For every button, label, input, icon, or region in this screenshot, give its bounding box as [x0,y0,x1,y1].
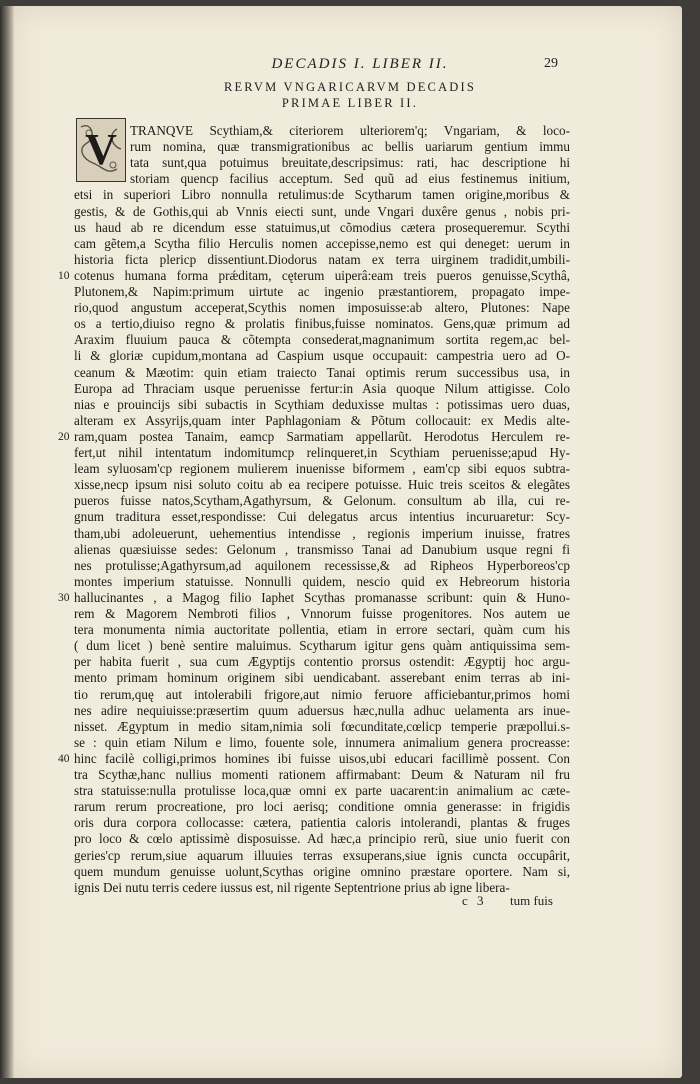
page-gutter-edge [0,6,14,1078]
text-line: gnum traditura esset,respondisse: Cui delegatus arcus intentius incuruaretur: Scy- [74,509,570,525]
text-line: mento primam hominum originem sibi uendicabant. asserebant enim terras ab ini- [74,670,570,686]
text-line: montes imperium statuisse. Nonnulli quidem, nescio quid ex Hebreorum historia [74,573,570,589]
text-line: quem mundum genuisse uolunt,Scythas origine omnino præstare oportere. Nam si, [74,863,570,879]
text-line: os a tertio,diuiso regno & prolatis finibus,fuisse nominatos. Gens,quæ primum ad [74,316,570,332]
text-line: rem & Magorem Nembroti filios , Vnnorum fuisse progenitores. Nos autem ue [74,606,570,621]
page-number: 29 [544,56,558,71]
text-line: tera monumenta nimia auctoritate pollentia, etiam in errore sectari, quàm cum his [74,622,570,638]
decorated-initial [76,118,126,182]
text-line: cotenus humana forma prǽditam, cęterum uiperâ:eam treis pueros genuisse,Scythâ, [74,267,570,283]
text-line: hinc facilè colligi,primos homines ibi fuisse uisos,ubi educari facillimè possent. Con [74,750,570,766]
text-line: geries'cp rerum,siue aquarum illuuies terras exsuperans,siue ignis cuncta occupârit, [74,847,570,863]
text-line: pueros fuisse natos,Scytham,Agathyrsum, & Gelonum. consultum ab illa, cui re- [74,493,570,509]
text-line: Europa ad Thraciam usque peruenisse fertur:in Asia quoque Nilum attigisse. Colo [74,380,570,396]
text-line: hallucinantes , a Magog filio Iaphet Scythas promanasse scribunt: quin & Huno- [74,589,570,605]
line-number: 40 [58,753,70,765]
text-line: leam syluosam'cp regionem mulierem inuenisse biformem , eam'cp sibi equos subtra- [74,461,570,477]
text-line: li & gloriæ cupidum,montana ad Caspium usque occupauit: campestria uero ad O- [74,348,570,364]
text-line: TRANQVE Scythiam,& citeriorem ulteriorem'q; Vngariam, & loco- [130,123,570,138]
running-head: DECADIS I. LIBER II. [271,56,449,72]
text-line: tio rerum,quę aut intolerabili frigore,aut nimio feruore afficiebantur,primos homi [74,686,570,702]
text-line: pro loco & cœlo aptissimè disposuisse. Ad hæc,a principio rerũ, siue unio fuerit con [74,831,570,847]
text-line: historia ficta plericp dissentiunt.Diodorus natam ex terra uirginem tradidit,umbili- [74,251,570,267]
text-line: cam gẽtem,a Scytha filio Herculis nomen accepisse,nemo est qui deneget: uerum in [74,235,570,251]
text-line: fert,ut nihil intentatum indomitumcp relinqueret,in Scythiam peruenisse;apud Hy- [74,445,570,460]
text-line: nes protulisse;Agathyrsum,ad aquilonem recessisse,& ad Ripheos Hyperboreos'cp [74,557,570,573]
text-line: tra Scythæ,hanc nullius momenti rationem affirmabant: Deum & Naturam nil fru [74,767,570,782]
text-line: rarum rerum procreatione, pro loci aerisq; conditione omnia generasse: in frigidis [74,799,570,815]
line-number: 10 [58,270,70,282]
text-line: ( dum licet ) benè sentire maluimus. Scytharum igitur gens quàm antiquissima sem- [74,638,570,654]
text-line: Araxim fluuium pauca & cõtempta consederat,magnanimum sortita regem,ac bel- [74,332,570,348]
text-line: nias e prouincijs sibi subactis in Scythiam deduxisse multas : potissimas uero duas, [74,396,570,412]
text-line: se : quin etiam Nilum e limo, fouente sole, innumera animalium genera procreasse: [74,734,570,750]
text-line: ignis Dei nutu terris cedere iussus est, nil rigente Septentrione prius ab igne libera- [74,879,510,895]
catchword: tum fuis [510,893,553,908]
text-line: nisset. Ægyptum in medio sitam,nimia soli fœcunditate,cœlicp temperie præpollui.s- [74,718,570,734]
line-number: 30 [58,592,70,604]
text-line: storiam quencp facilius acceptum. Sed quũ ad eius festinemus initium, [130,171,570,187]
text-line: tham,ubi adoleuerunt, uehementius intendisse , regionis imperium inuisse, fratres [74,525,570,541]
text-line: alteram ex Assyrijs,quam inter Paphlagoniam & Põtum collocauit: ex Medis alte- [74,412,570,428]
chapter-title-line-2: PRIMAE LIBER II. [281,96,419,110]
text-line: rum nomina, quæ transmigrationibus ac bellis uariarum gentium immu [130,139,570,155]
initial-letter: V [85,125,117,174]
text-line: tata sunt,qua potuimus breuitate,descripsimus: rati, hac descriptione hi [130,155,570,171]
text-line: stra statuisse:nulla protulisse loca,quæ omni ex parte uacarent:in animalium ac cæte- [74,783,570,799]
signature-mark: c 3 [462,893,487,908]
text-line: rio,quod angustum acceperat,Scythis nomen imposuisse:ab altero, Plutones: Nape [74,300,570,316]
text-line: us haud ab re dicendum esse statuimus,ut cõmodius cætera prosequeremur. Scythi [74,219,570,235]
text-line: per habita fuerit , sua cum Ægyptijs contentio prorsus ostendit: Ægyptij hoc argu- [74,654,570,670]
chapter-title-line-1: RERVM VNGARICARVM DECADIS [223,80,477,94]
line-number: 20 [58,431,70,443]
text-line: ceanum & Mæotim: quin etiam traiecto Tanai optimis rerum successibus usa, in [74,364,570,380]
text-line: gestis, & de Gothis,qui ab Vnnis eiecti sunt, unde Vngari duxêre genus , nobis pri- [74,203,570,219]
text-line: ram,quam postea Tanaim, eamcp Sarmatiam appellarũt. Herodotus Herculem re- [74,428,570,444]
text-line: xisse,necp ipsum nisi soluto coitu ab ea recipere potuisse. Huic treis sceitos & elegãtes [74,477,570,493]
text-line: oris dura corpora collocasse: cætera, patientia caloris intolerandi, plantas & fruges [74,815,570,831]
text-line: nes adire nequiuisse:præsertim quum aduersus hæc,nulla adhuc uelamenta ars inue- [74,702,570,718]
text-line: alienas quæsiuisse sedes: Gelonum , transmisso Tanai ad Danubium usque regni fi [74,541,570,557]
text-line: Plutonem,& Napim:primum uirtute ac ingenio præstantiorem, propagato impe- [74,284,570,299]
text-line: etsi in superiori Libro nonnulla retulimus:de Scytharum tamen origine,moribus & [74,187,570,203]
